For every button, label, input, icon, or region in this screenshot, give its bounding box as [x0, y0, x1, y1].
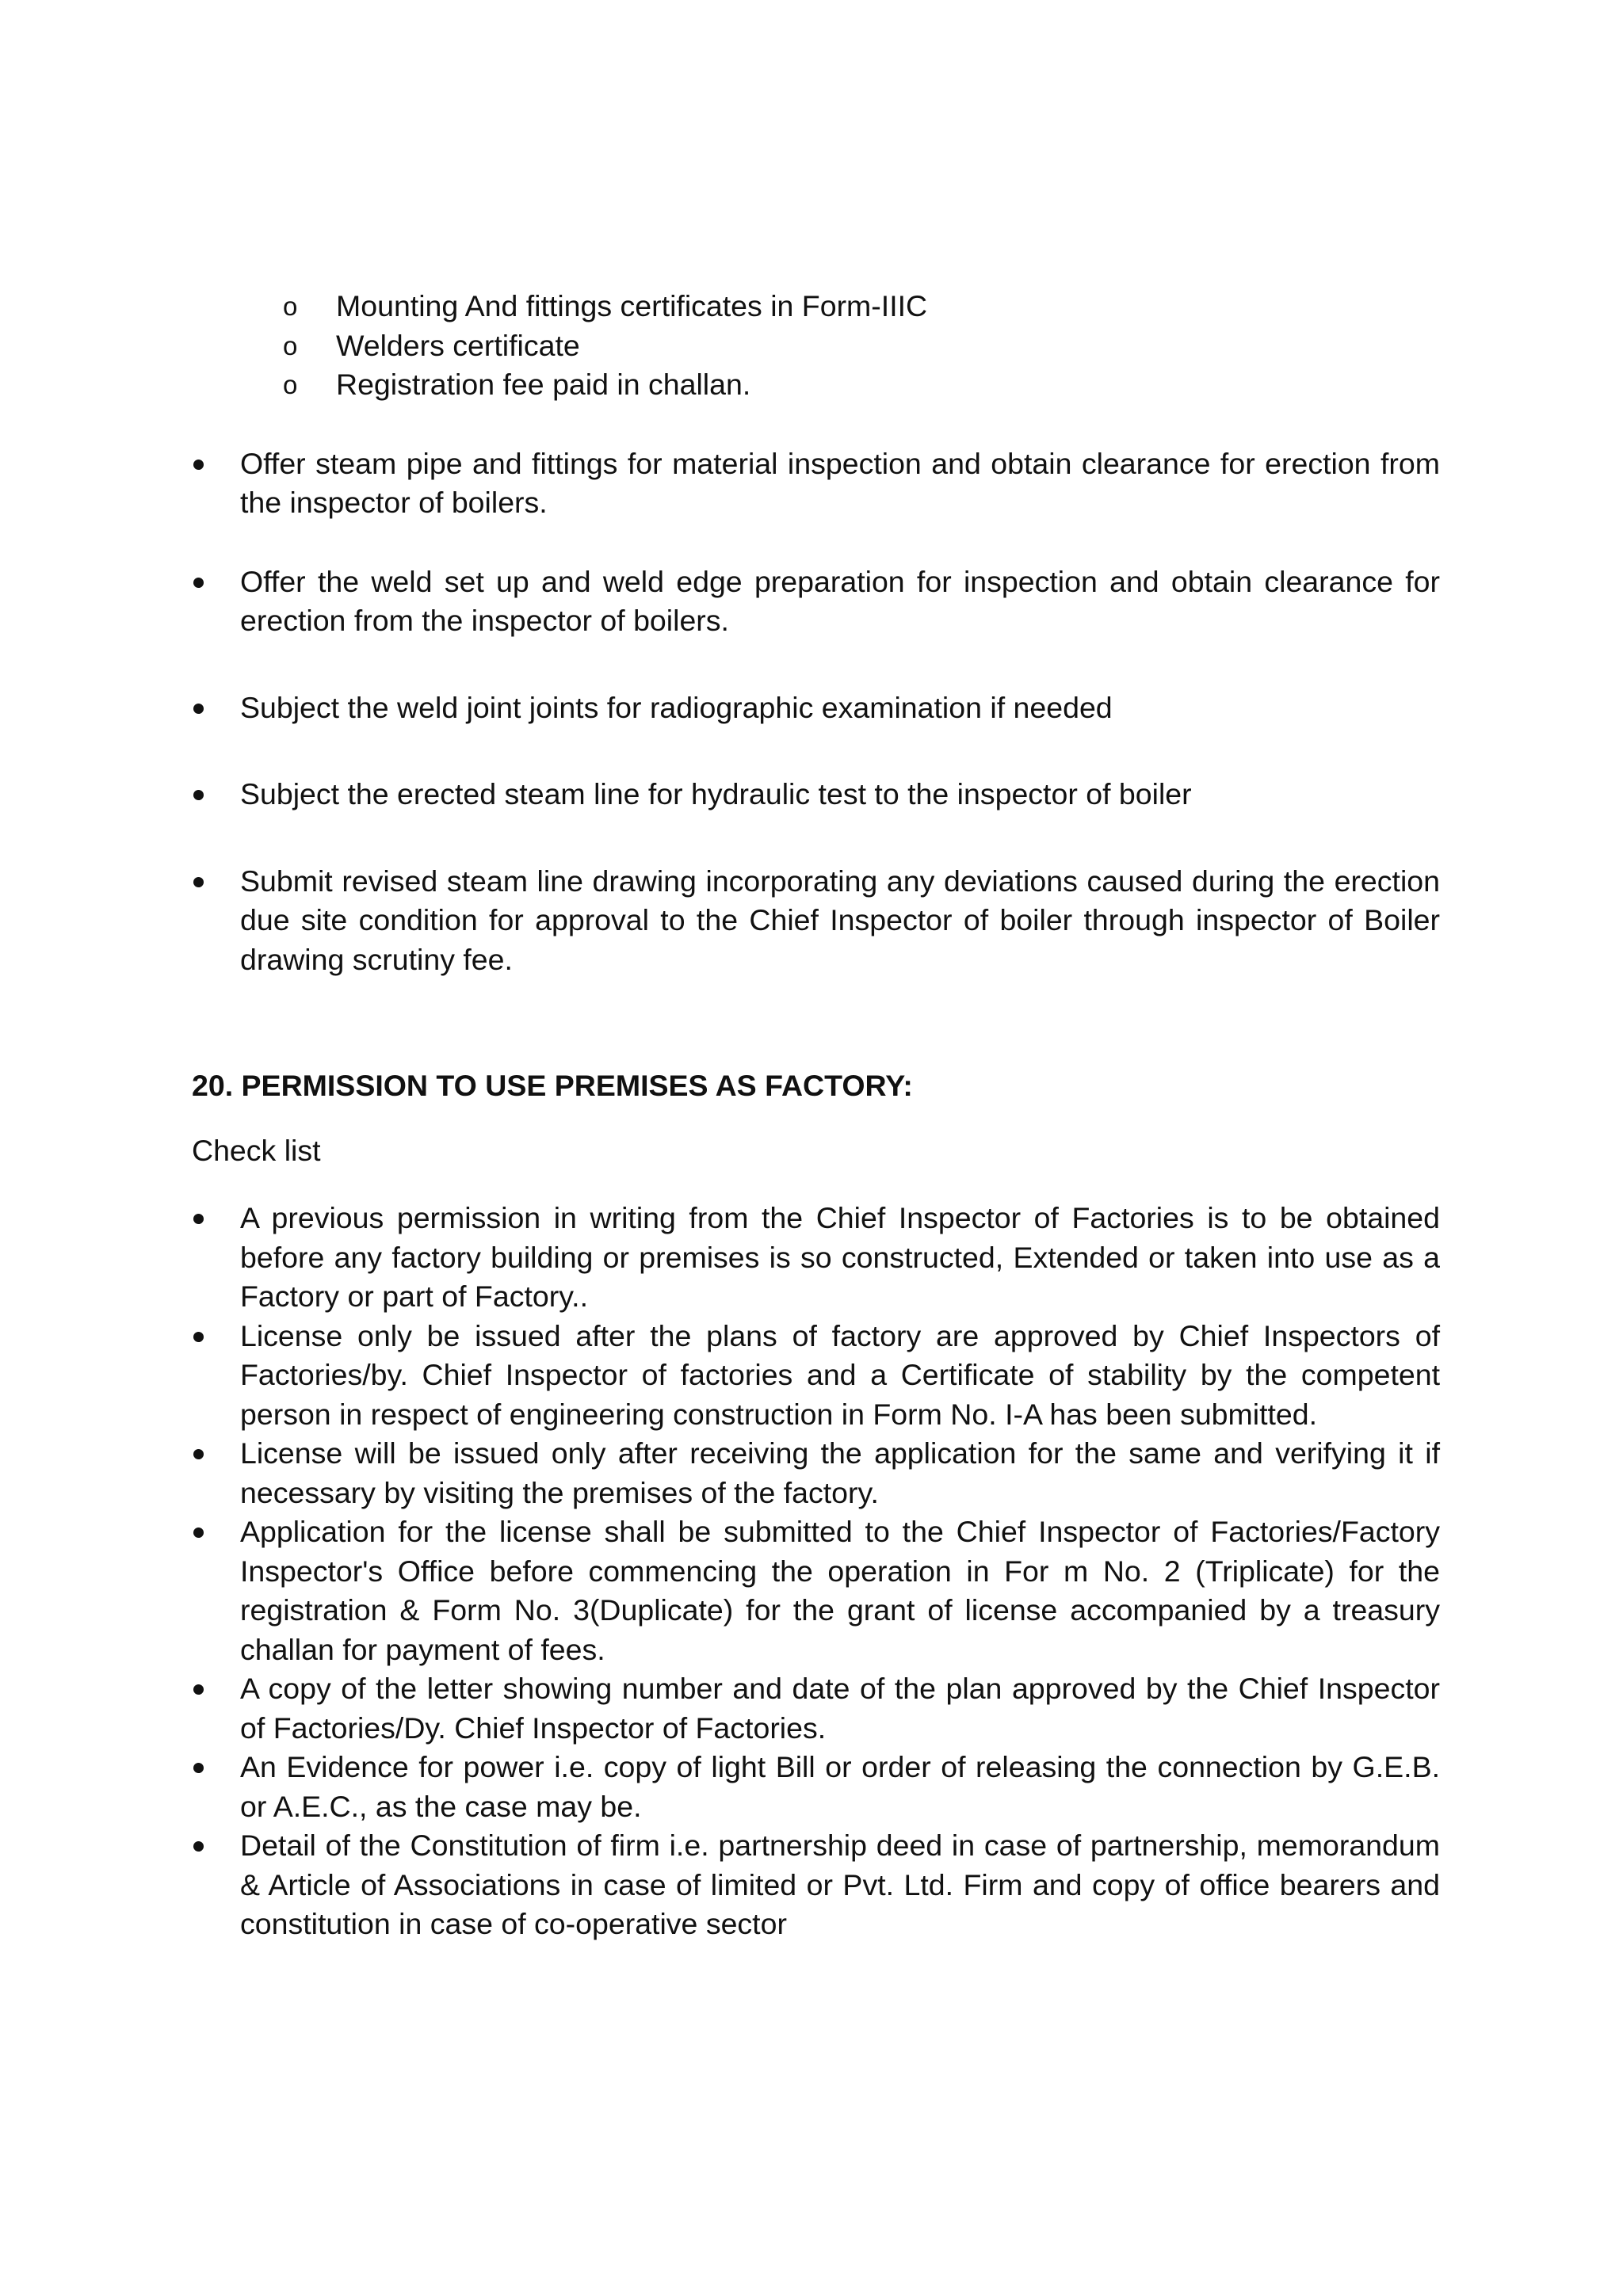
bullet-icon [193, 1332, 204, 1342]
circle-bullet-icon: o [283, 330, 298, 360]
list-item-text: Offer the weld set up and weld edge preparation for inspection and obtain clearance for erection from the inspector of boilers. [240, 564, 1440, 637]
sub-list-item [283, 326, 1440, 366]
list-item-text: Submit revised steam line drawing incorporating any deviations caused during the erection due site condition for approval to the Chief Inspector of boiler through inspector of Boiler drawing scrutiny fee. [240, 864, 1440, 976]
list-item-text: Subject the weld joint joints for radiographic examination if needed [240, 690, 1113, 724]
checklist-item-text: License only be issued after the plans of factory are approved by Chief Inspectors of Factories/by. Chief Inspector of factories and a Certificate of stability by the competent person in respect of engineering construction in Form No. I-A has been submitted. [240, 1318, 1440, 1431]
checklist-item-text: A copy of the letter showing number and date of the plan approved by the Chief Inspector of Factories/Dy. Chief Inspector of Factories. [240, 1672, 1440, 1745]
sub-item-list [283, 287, 1440, 405]
list-item-text: Subject the erected steam line for hydraulic test to the inspector of boiler [240, 777, 1192, 810]
checklist-item-text: A previous permission in writing from the Chief Inspector of Factories is to be obtained before any factory building or premises is so constructed, Extended or taken into use as a Factory or part of Factory.. [240, 1201, 1440, 1313]
bullet-icon [193, 790, 204, 800]
list-item [192, 444, 1440, 523]
document-content [192, 287, 1440, 1944]
checklist-item [192, 1748, 1440, 1826]
checklist-item [192, 1317, 1440, 1435]
checklist-item [192, 1512, 1440, 1669]
list-item [192, 688, 1440, 728]
bullet-icon [193, 1449, 204, 1459]
list-item-text: Offer steam pipe and fittings for material inspection and obtain clearance for erection from the inspector of boilers. [240, 446, 1440, 519]
bullet-icon [193, 578, 204, 588]
list-item [192, 862, 1440, 980]
checklist-item-text: An Evidence for power i.e. copy of light Bill or order of releasing the connection by G.E.B. or A.E.C., as the case may be. [240, 1750, 1440, 1823]
sub-item-text: Welders certificate [336, 328, 580, 362]
bullet-icon [193, 1841, 204, 1852]
bullet-icon [193, 1214, 204, 1224]
circle-bullet-icon: o [283, 292, 298, 321]
requirements-list [192, 444, 1440, 980]
checklist [192, 1199, 1440, 1944]
bullet-icon [193, 704, 204, 714]
checklist-item [192, 1434, 1440, 1512]
bullet-icon [193, 1763, 204, 1773]
checklist-item [192, 1669, 1440, 1748]
checklist-item [192, 1826, 1440, 1944]
list-item [192, 563, 1440, 641]
bullet-icon [193, 460, 204, 470]
checklist-item-text: Detail of the Constitution of firm i.e. partnership deed in case of partnership, memorandum & Article of Associations in case of limited or Pvt. Ltd. Firm and copy of office bearers and constitution in case of co-operative sector [240, 1829, 1440, 1940]
sub-item-text: Registration fee paid in challan. [336, 368, 751, 401]
circle-bullet-icon: o [283, 370, 298, 399]
list-item [192, 775, 1440, 814]
sub-list-item [283, 287, 1440, 326]
checklist-item-text: Application for the license shall be submitted to the Chief Inspector of Factories/Factory Inspector's Office before commencing the operation in For m No. 2 (Triplicate) for the registration & Form No. 3(Duplicate) for the grant of license accompanied by a treasury challan for payment of fees. [240, 1515, 1440, 1666]
sub-item-text: Mounting And fittings certificates in Form-IIIC [336, 289, 928, 322]
checklist-item-text: License will be issued only after receiving the application for the same and verifying it if necessary by visiting the premises of the factory. [240, 1436, 1440, 1509]
sub-list-item [283, 365, 1440, 405]
section-subheading: Check list [192, 1133, 321, 1167]
checklist-item [192, 1199, 1440, 1317]
bullet-icon [193, 1684, 204, 1695]
bullet-icon [193, 877, 204, 887]
section-heading: 20. PERMISSION TO USE PREMISES AS FACTORY: [192, 1069, 913, 1102]
bullet-icon [193, 1527, 204, 1538]
